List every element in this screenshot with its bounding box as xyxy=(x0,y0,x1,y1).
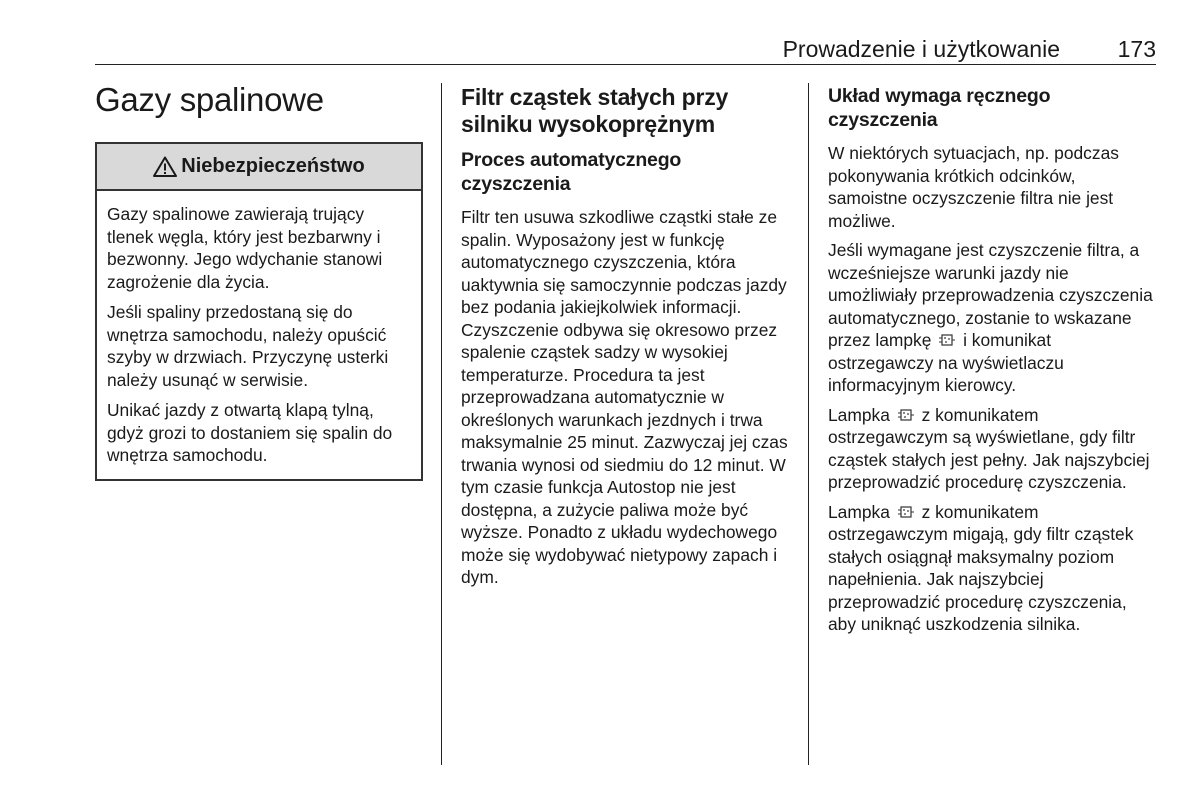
diesel-particulate-filter-icon xyxy=(897,407,915,423)
column-2 xyxy=(461,84,791,596)
body-paragraph xyxy=(828,404,1158,494)
running-header-title: Prowadzenie i użytkowanie xyxy=(782,36,1060,62)
section-heading-particulate-filter: Filtr cząstek stałych przy silniku wysokoprężnym xyxy=(461,84,729,137)
diesel-particulate-filter-icon xyxy=(938,332,956,348)
warning-paragraph: Gazy spalinowe zawierają trujący tlenek węgla, który jest bezbarwny i bezwonny. Jego wdychanie stanowi zagrożenie dla życia. xyxy=(107,204,383,292)
danger-warning-header xyxy=(97,144,421,191)
page-number: 173 xyxy=(1117,36,1156,62)
text-run: Lampka xyxy=(828,501,890,522)
body-paragraph: W niektórych sytuacjach, np. podczas pokonywania krótkich odcinków, samoistne oczyszczenie filtra nie jest możliwe. xyxy=(828,143,1119,231)
text-run: Jeśli wymagane jest czyszczenie filtra, a wcześniejsze warunki jazdy nie umożliwiały przeprowadzenia czyszczenia automatycznego, zostanie to wskazane przez lampkę xyxy=(828,240,1153,350)
section-heading-exhaust-gases: Gazy spalinowe xyxy=(95,81,324,118)
column-divider-1 xyxy=(441,83,442,765)
diesel-particulate-filter-icon xyxy=(897,504,915,520)
danger-warning-box xyxy=(95,142,423,481)
column-3 xyxy=(828,84,1158,643)
body-paragraph xyxy=(828,239,1158,397)
warning-paragraph: Unikać jazdy z otwartą klapą tylną, gdyż grozi to dostaniem się spalin do wnętrza samochodu. xyxy=(107,400,393,465)
header-rule xyxy=(95,64,1156,65)
warning-paragraph: Jeśli spaliny przedostaną się do wnętrza samochodu, należy opuścić szyby w drzwiach. Przyczynę usterki należy usunąć w serwisie. xyxy=(107,302,389,390)
column-divider-2 xyxy=(808,83,809,765)
danger-warning-body xyxy=(97,191,421,479)
danger-warning-label: Niebezpieczeństwo xyxy=(181,155,365,177)
subheading-automatic-cleaning: Proces automatycznego czyszczenia xyxy=(461,149,682,195)
text-run: i komunikat ostrzegawczy na wyświetlaczu informacyjnym kierowcy. xyxy=(828,330,1064,395)
warning-triangle-icon xyxy=(153,156,177,177)
column-1 xyxy=(95,80,423,481)
text-run: Lampka xyxy=(828,404,890,425)
subheading-manual-cleaning: Układ wymaga ręcznego czyszczenia xyxy=(828,85,1051,131)
body-paragraph xyxy=(828,501,1158,636)
text-run: z komunikatem ostrzegawczym są wyświetlane, gdy filtr cząstek stałych jest pełny. Jak najszybciej przeprowadzić procedurę czyszczenia. xyxy=(828,404,1150,492)
text-run: z komunikatem ostrzegawczym migają, gdy filtr cząstek stałych osiągnął maksymalny poziom napełnienia. Jak najszybciej przeprowadzić procedurę czyszczenia, aby uniknąć uszkodzenia silnika. xyxy=(828,501,1134,634)
body-paragraph: Filtr ten usuwa szkodliwe cząstki stałe ze spalin. Wyposażony jest w funkcję automatycznego czyszczenia, która uaktywnia się samoczynnie podczas jazdy bez podania jakiejkolwiek informacji. Czyszczenie odbywa się okresowo przez spalenie cząstek sadzy w wysokiej temperaturze. Procedura ta jest przeprowadzana automatycznie w określonych warunkach jezdnych i trwa maksymalnie 25 minut. Zazwyczaj jej czas trwania wynosi od siedmiu do 12 minut. W tym czasie funkcja Autostop nie jest dostępna, a zużycie paliwa może być wyższe. Ponadto z układu wydechowego może się wydobywać nietypowy zapach i dym. xyxy=(461,207,788,587)
